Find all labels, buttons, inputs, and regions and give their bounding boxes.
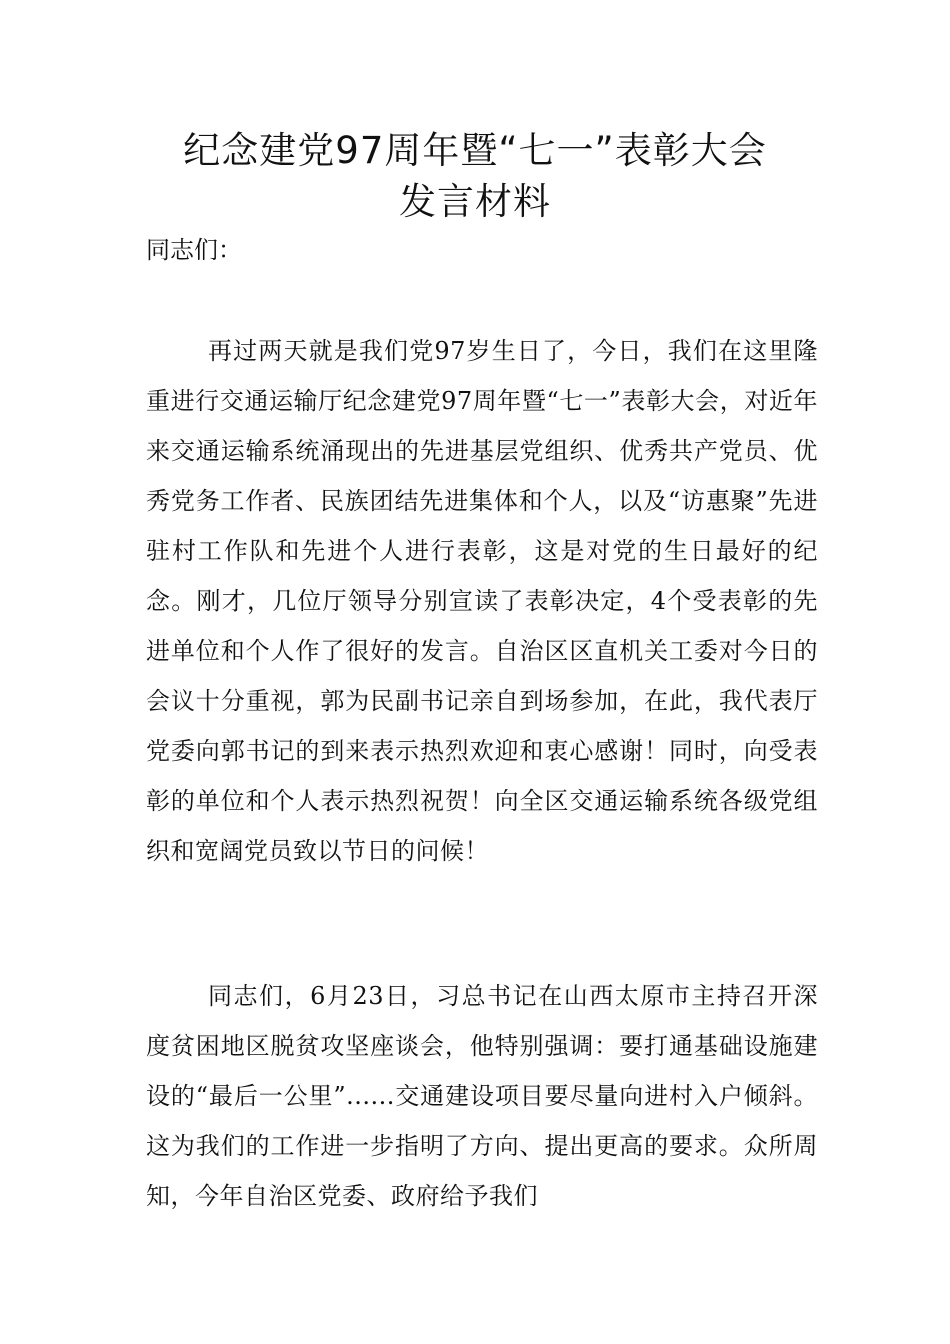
document-title-line-2: 发言材料 (399, 180, 551, 223)
paragraph-1: 再过两天就是我们党97岁生日了，今日，我们在这里隆重进行交通运输厅纪念建党97周年暨“七一”表彰大会，对近年来交通运输系统涌现出的先进基层党组织、优秀共产党员、优秀党务工作者、民族团结先进集体和个人，以及“访惠聚”先进驻村工作队和先进个人进行表彰，这是对党的生日最好的纪念。刚才，几位厅领导分别宣读了表彰决定，4个受表彰的先进单位和个人作了很好的发言。自治区区直机关工委对今日的会议十分重视，郭为民副书记亲自到场参加，在此，我代表厅党委向郭书记的到来表示热烈欢迎和衷心感谢！同时，向受表彰的单位和个人表示热烈祝贺！向全区交通运输系统各级党组织和宽阔党员致以节日的问候！ (146, 337, 818, 865)
salutation: 同志们： (146, 236, 242, 264)
paragraph-2: 同志们，6月23日，习总书记在山西太原市主持召开深度贫困地区脱贫攻坚座谈会，他特别强调：要打通基础设施建设的“最后一公里”......交通建设项目要尽量向进村入户倾斜。这为我们的工作进一步指明了方向、提出更高的要求。众所周知，今年自治区党委、政府给予我们 (146, 982, 818, 1210)
document-title-line-1: 纪念建党97周年暨“七一”表彰大会 (183, 129, 767, 172)
